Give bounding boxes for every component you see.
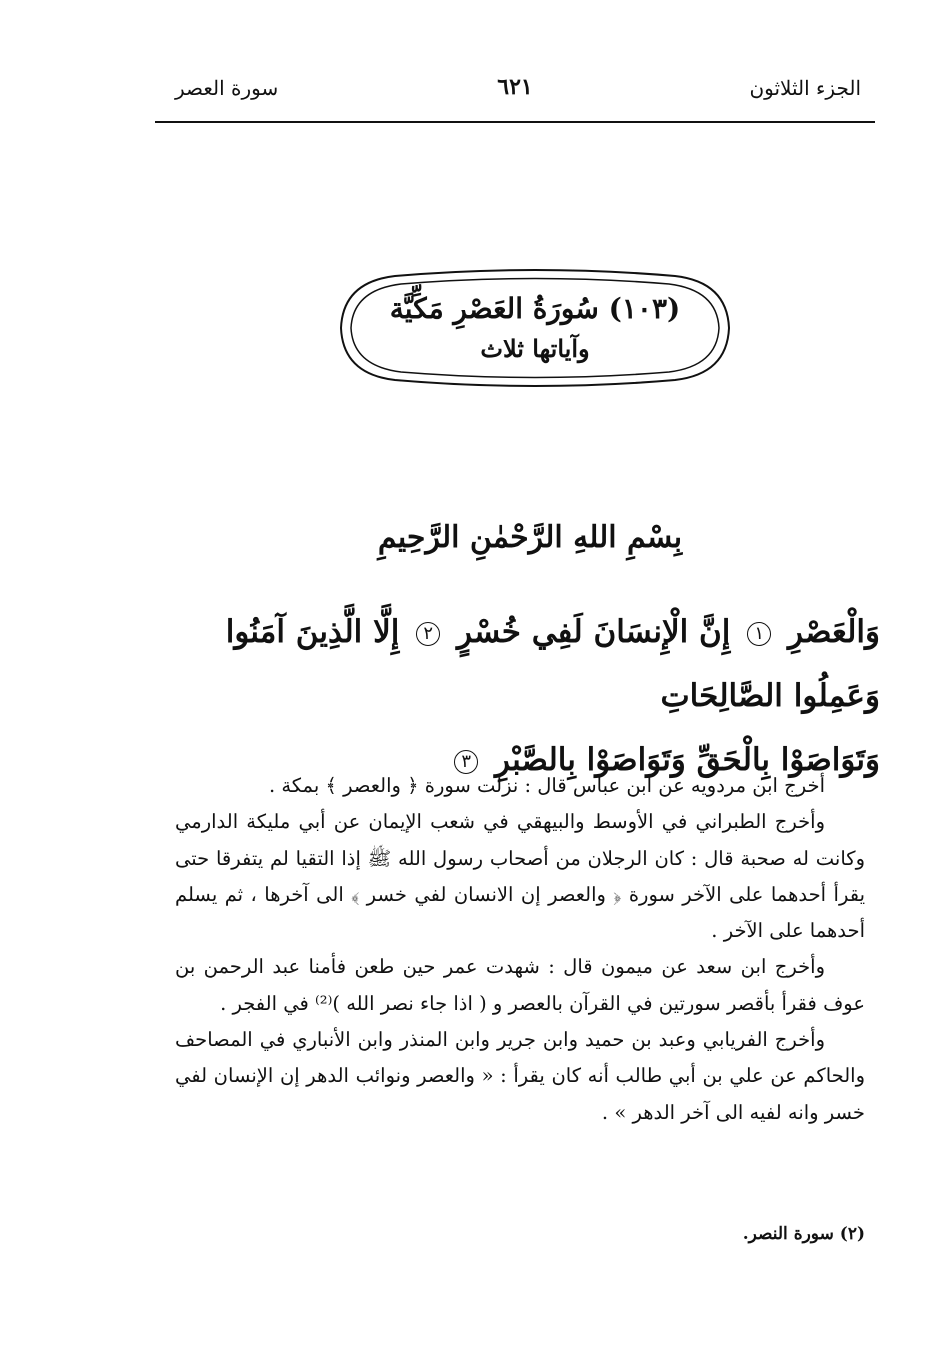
juz-label: الجزء الثلاثون	[749, 76, 861, 100]
surah-verse-count: وآياتها ثلاث	[480, 334, 590, 363]
cartouche-frame	[335, 262, 735, 394]
surah-title: (١٠٣) سُورَةُ العَصْرِ مَكِّيَّة	[389, 292, 681, 325]
verse-2: إِنَّ الْإِنسَانَ لَفِي خُسْرٍ	[456, 614, 731, 650]
paragraph: أخرج ابن مردويه عن ابن عباس قال : نزلت سورة ﴿ والعصر ﴾ بمكة .	[268, 774, 825, 797]
basmala: بِسْمِ اللهِ الرَّحْمٰنِ الرَّحِيمِ	[377, 520, 683, 555]
paragraph: وأخرج ابن سعد عن ميمون قال : شهدت عمر حين طعن فأمنا عبد الرحمن بن عوف فقرأ بأقصر سورتين في القرآن بالعصر و ( اذا جاء نصر الله )⁽²⁾ في الفجر .	[175, 955, 865, 1015]
page-header	[155, 66, 875, 116]
verse-marker-1: ١	[747, 622, 771, 646]
paragraph: وأخرج الطبراني في الأوسط والبيهقي في شعب الإيمان عن أبي مليكة الدارمي وكانت له صحبة قال : كان الرجلان من أصحاب رسول الله ﷺ إذا التقيا لم يتفرقا حتى يقرأ أحدهما على الآخر سورة ﴿ والعصر إن الانسان لفي خسر ﴾ الى آخرها ، ثم يسلم أحدهما على الآخر .	[175, 810, 865, 943]
surah-running-title: سورة العصر	[175, 76, 279, 100]
verse-marker-2: ٢	[416, 622, 440, 646]
surah-title-cartouche	[335, 262, 735, 394]
verse-line-1	[150, 600, 880, 728]
verse-3b: وَتَوَاصَوْا بِالْحَقِّ وَتَوَاصَوْا بِالصَّبْرِ	[495, 742, 880, 778]
verse-3a: إِلَّا الَّذِينَ آمَنُوا وَعَمِلُوا الصَّالِحَاتِ	[225, 614, 880, 714]
paragraph: وأخرج الفريابي وعبد بن حميد وابن جرير وابن المنذر وابن الأنباري في المصاحف والحاكم عن علي بن أبي طالب أنه كان يقرأ : « والعصر ونوائب الدهر إن الإنسان لفي خسر وانه لفيه الى آخر الدهر » .	[175, 1028, 865, 1124]
page-number: ٦٢١	[497, 74, 533, 100]
verse-1: وَالْعَصْرِ	[788, 614, 880, 650]
quran-verses	[150, 600, 880, 792]
verse-marker-3: ٣	[454, 750, 478, 774]
header-rule	[155, 121, 875, 123]
footnote: (٢) سورة النصر.	[742, 1224, 865, 1244]
commentary	[175, 768, 865, 1131]
